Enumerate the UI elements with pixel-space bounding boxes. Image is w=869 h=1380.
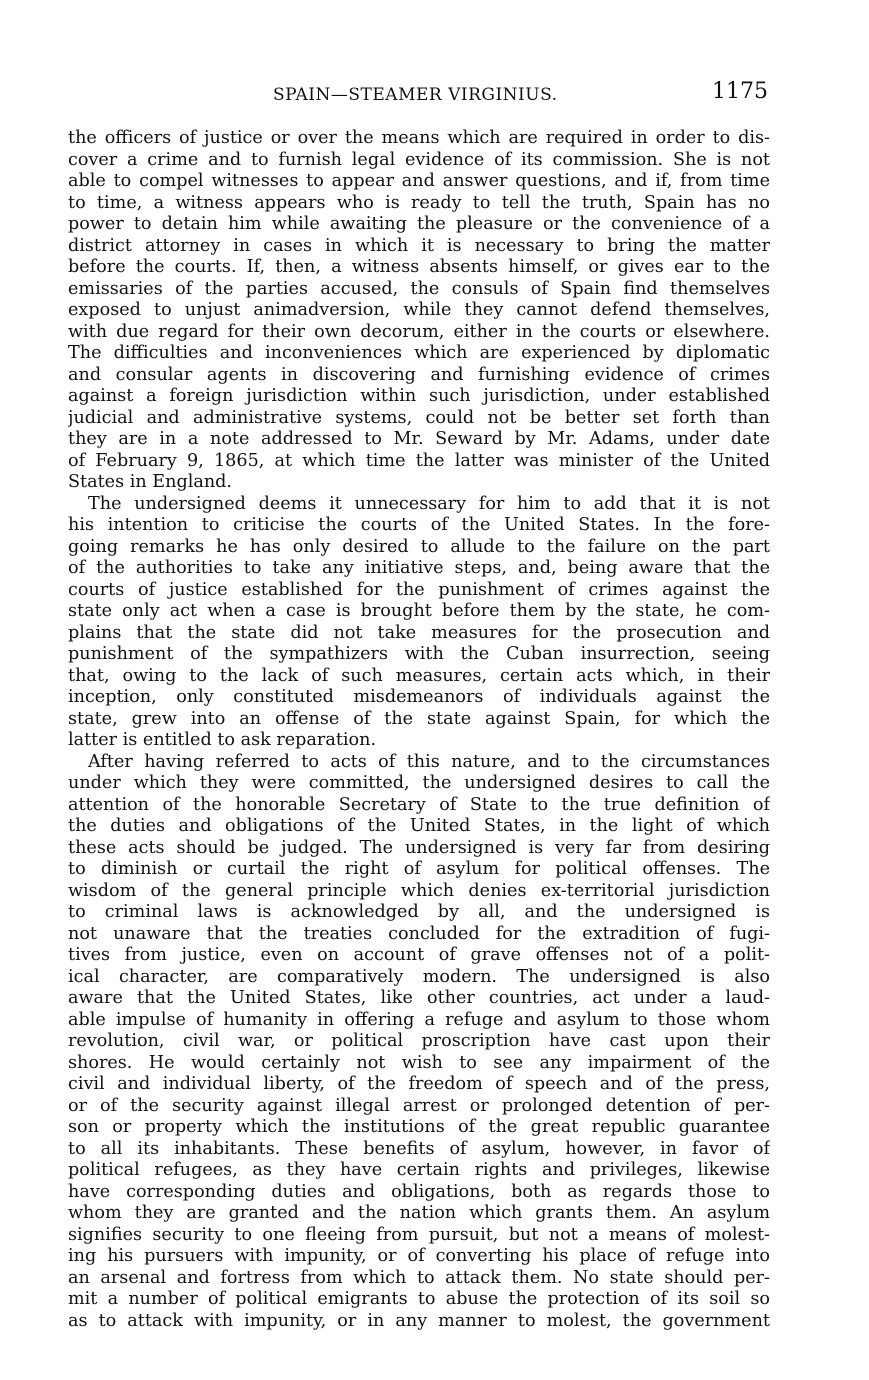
- text-line: to all its inhabitants. These benefits of asylum, however, in favor of: [68, 1138, 770, 1159]
- text-line: the duties and obligations of the United States, in the light of which: [68, 816, 770, 836]
- text-line: against a foreign jurisdiction within such jurisdiction, under established: [68, 386, 770, 406]
- text-line: political refugees, as they have certain rights and privileges, likewise: [68, 1160, 770, 1180]
- text-line: that, owing to the lack of such measures, certain acts which, in their: [68, 665, 770, 686]
- page-number: 1175: [712, 79, 768, 104]
- text-line: his intention to criticise the courts of the United States. In the fore-: [68, 515, 770, 535]
- text-line: of February 9, 1865, at which time the latter was minister of the United: [68, 450, 770, 471]
- text-line: with due regard for their own decorum, either in the courts or elsewhere.: [68, 321, 770, 342]
- text-line: cover a crime and to furnish legal evidence of its commission. She is not: [68, 149, 770, 170]
- text-line: exposed to unjust animadversion, while they cannot defend themselves,: [68, 300, 770, 320]
- text-line: not unaware that the treaties concluded for the extradition of fugi-: [68, 923, 770, 944]
- text-line: civil and individual liberty, of the freedom of speech and of the press,: [68, 1074, 770, 1094]
- text-line: son or property which the institutions of the great republic guarantee: [68, 1117, 770, 1137]
- text-line: States in England.: [68, 472, 233, 492]
- text-line: and consular agents in discovering and furnishing evidence of crimes: [68, 364, 770, 385]
- text-line: The difficulties and inconveniences which are experienced by diplomatic: [68, 343, 770, 363]
- text-line: inception, only constituted misdemeanors of individuals against the: [68, 687, 770, 707]
- text-line: to criminal laws is acknowledged by all, and the undersigned is: [68, 902, 770, 922]
- text-line: judicial and administrative systems, could not be better set forth than: [68, 407, 770, 428]
- text-line: The undersigned deems it unnecessary for him to add that it is not: [88, 493, 770, 514]
- text-line: or of the security against illegal arrest or prolonged detention of per-: [68, 1095, 770, 1116]
- text-line: ical character, are comparatively modern. The undersigned is also: [68, 966, 770, 987]
- text-line: the officers of justice or over the means which are required in order to dis-: [68, 128, 770, 148]
- text-line: latter is entitled to ask reparation.: [68, 730, 377, 750]
- text-line: going remarks he has only desired to allude to the failure on the part: [68, 536, 770, 557]
- text-line: able to compel witnesses to appear and answer questions, and if, from time: [68, 171, 770, 191]
- running-header: [68, 79, 770, 109]
- text-line: wisdom of the general principle which denies ex-territorial jurisdiction: [68, 880, 770, 901]
- text-line: able impulse of humanity in offering a refuge and asylum to those whom: [68, 1009, 770, 1030]
- text-line: whom they are granted and the nation which grants them. An asylum: [68, 1203, 770, 1223]
- text-line: attention of the honorable Secretary of State to the true definition of: [68, 794, 770, 815]
- text-line: district attorney in cases in which it is necessary to bring the matter: [68, 235, 770, 256]
- running-title: SPAIN—STEAMER VIRGINIUS.: [273, 85, 558, 105]
- text-line: shores. He would certainly not wish to see any impairment of the: [68, 1052, 770, 1073]
- text-line: After having referred to acts of this nature, and to the circumstances: [88, 751, 770, 772]
- text-line: emissaries of the parties accused, the consuls of Spain find themselves: [68, 278, 770, 299]
- text-line: aware that the United States, like other countries, act under a laud-: [68, 988, 770, 1008]
- text-line: punishment of the sympathizers with the Cuban insurrection, seeing: [68, 644, 770, 664]
- text-line: state, grew into an offense of the state against Spain, for which the: [68, 708, 770, 729]
- text-line: ing his pursuers with impunity, or of converting his place of refuge into: [68, 1246, 770, 1266]
- text-line: courts of justice established for the punishment of crimes against the: [68, 579, 770, 600]
- text-line: revolution, civil war, or political proscription have cast upon their: [68, 1031, 770, 1051]
- text-line: have corresponding duties and obligations, both as regards those to: [68, 1181, 770, 1202]
- text-line: of the authorities to take any initiative steps, and, being aware that the: [68, 558, 770, 578]
- text-line: an arsenal and fortress from which to attack them. No state should per-: [68, 1267, 770, 1288]
- text-line: signifies security to one fleeing from pursuit, but not a means of molest-: [68, 1224, 770, 1245]
- text-line: under which they were committed, the undersigned desires to call the: [68, 773, 770, 793]
- text-line: to time, a witness appears who is ready to tell the truth, Spain has no: [68, 192, 770, 213]
- text-line: power to detain him while awaiting the pleasure or the convenience of a: [68, 214, 770, 234]
- text-line: to diminish or curtail the right of asylum for political offenses. The: [68, 859, 770, 879]
- text-line: as to attack with impunity, or in any manner to molest, the government: [68, 1310, 770, 1331]
- body-text: [68, 128, 770, 1332]
- text-line: they are in a note addressed to Mr. Seward by Mr. Adams, under date: [68, 429, 770, 449]
- text-line: before the courts. If, then, a witness absents himself, or gives ear to the: [68, 257, 770, 277]
- text-line: mit a number of political emigrants to abuse the protection of its soil so: [68, 1289, 770, 1309]
- text-line: plains that the state did not take measures for the prosecution and: [68, 622, 770, 643]
- text-line: state only act when a case is brought before them by the state, he com-: [68, 601, 770, 621]
- text-line: these acts should be judged. The undersigned is very far from desiring: [68, 837, 770, 858]
- text-line: tives from justice, even on account of grave offenses not of a polit-: [68, 945, 770, 965]
